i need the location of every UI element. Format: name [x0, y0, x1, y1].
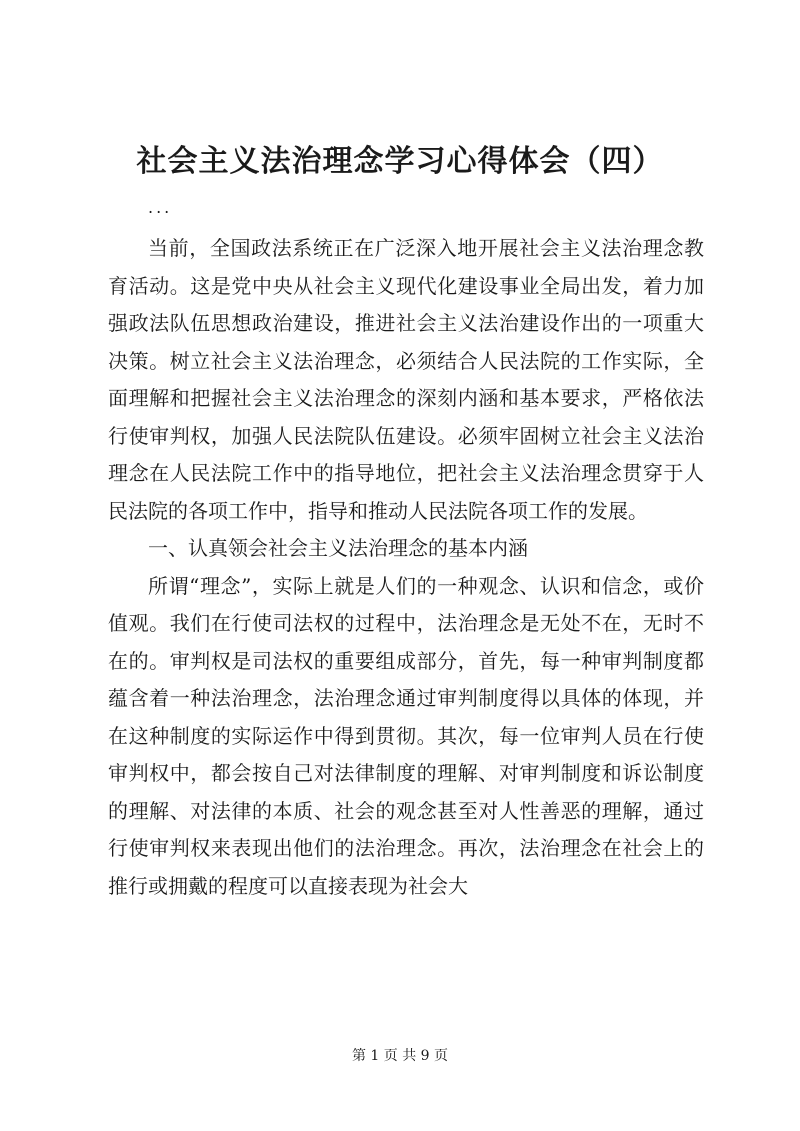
body-paragraph-intro: 当前，全国政法系统正在广泛深入地开展社会主义法治理念教育活动。这是党中央从社会主义现代化建设事业全局出发，着力加强政法队伍思想政治建设，推进社会主义法治建设作出的一项重大决策。树立社会主义法治理念，必须结合人民法院的工作实际，全面理解和把握社会主义法治理念的深刻内涵和基本要求，严格依法行使审判权，加强人民法院队伍建设。必须牢固树立社会主义法治理念在人民法院工作中的指导地位，把社会主义法治理念贯穿于人民法院的各项工作中，指导和推动人民法院各项工作的发展。	[108, 236, 704, 523]
body-paragraph-concept: 所谓“理念”，实际上就是人们的一种观念、认识和信念，或价值观。我们在行使司法权的过程中，法治理念是无处不在，无时不在的。审判权是司法权的重要组成部分，首先，每一种审判制度都蕴含着一种法治理念，法治理念通过审判制度得以具体的体现，并在这种制度的实际运作中得到贯彻。其次，每一位审判人员在行使审判权中，都会按自己对法律制度的理解、对审判制度和诉讼制度的理解、对法律的本质、社会的观念甚至对人性善恶的理解，通过行使审判权来表现出他们的法治理念。再次，法治理念在社会上的推行或拥戴的程度可以直接表现为社会大	[108, 573, 704, 898]
document-body	[108, 230, 704, 905]
ellipsis-marker: ...	[148, 198, 173, 217]
page-footer: 第 1 页 共 9 页	[351, 1048, 449, 1064]
section-heading: 一、认真领会社会主义法治理念的基本内涵	[148, 536, 528, 560]
page-title: 社会主义法治理念学习心得体会（四）	[136, 144, 664, 179]
